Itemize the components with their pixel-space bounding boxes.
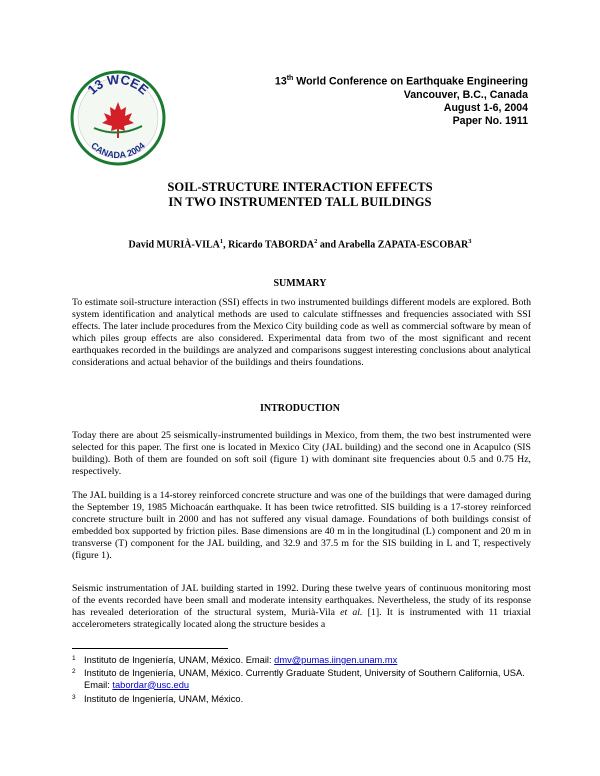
title-line-2: IN TWO INSTRUMENTED TALL BUILDINGS <box>168 195 432 209</box>
author-3-affil: 3 <box>468 238 472 245</box>
conference-dates: August 1-6, 2004 <box>443 101 528 114</box>
footnote-number: 3 <box>72 694 76 701</box>
paper-title <box>0 180 600 210</box>
footnote-text: Instituto de Ingeniería, UNAM, México. Currently Graduate Student, University of Southern California, USA. Email: <box>84 668 525 690</box>
summary-heading: SUMMARY <box>273 278 327 289</box>
footnote-text: Instituto de Ingeniería, UNAM, México. Email: <box>84 655 275 665</box>
footnote-number: 1 <box>72 655 76 662</box>
intro-paragraph-1: Today there are about 25 seismically-instrumented buildings in Mexico, from them, the two best instrumented were selected for this paper. The first one is located in Mexico City (JAL building) and the second one in Acapulco (SIS building). Both of them are founded on soft soil (figure 1) with dominant site frequencies about 0.5 and 0.75 Hz, respectively. <box>72 430 531 478</box>
footnote-number: 2 <box>72 668 76 675</box>
footnote-3 <box>72 694 531 706</box>
author-3: Arabella ZAPATA-ESCOBAR <box>337 239 469 251</box>
email-link[interactable]: tabordar@usc.edu <box>112 679 190 690</box>
intro-paragraph-3 <box>72 583 531 631</box>
summary-paragraph: To estimate soil-structure interaction (SSI) effects in two instrumented buildings different models are explored. Both system identification and analytical methods are used to calculate stiffnesses and frequencies associated with SSI effects. The later include procedures from the Mexico City building code as well as commercial software by mean of which piles group effects are also considered. Experimental data from two of the most significant and recent earthquakes recorded in the buildings are analyzed and comparisons suggest interesting conclusions about analytical considerations and actual behavior of the buildings and theirs foundations. <box>72 297 531 369</box>
intro-paragraph-2: The JAL building is a 14-storey reinforced concrete structure and was one of the buildings that were damaged during the September 19, 1985 Michoacán earthquake. It has been twice retrofitted. SIS building is a 17-storey reinforced concrete structure built in 2000 and has not suffered any visual damage. Foundations of both buildings consist of embedded box supported by friction piles. Base dimensions are 40 m in the longitudinal (L) component and 20 m in transverse (T) component for the JAL building, and 32.9 and 37.5 m for the SIS building in L and T, respectively (figure 1). <box>72 490 531 562</box>
logo-text-top: 13 WCEE <box>84 71 152 98</box>
conference-name: World Conference on Earthquake Engineering <box>293 75 528 88</box>
wcee-logo <box>68 68 168 168</box>
author-2-affil: 2 <box>314 238 318 245</box>
intro-p3-text: Seismic instrumentation of JAL building started in 1992. During these twelve years of continuous monitoring most of the events recorded have been small and moderate intensity earthquakes. Nevertheless, the study of its response has revealed deterioration of the structural system, Murià-Vila <box>72 583 531 619</box>
author-separator: and <box>317 239 338 251</box>
conference-info <box>275 72 528 128</box>
conference-location: Vancouver, B.C., Canada <box>403 88 528 101</box>
paper-number: Paper No. 1911 <box>452 114 528 127</box>
footnote-divider <box>72 648 228 649</box>
conference-number-suffix: th <box>286 75 294 82</box>
conference-number: 13 <box>274 75 287 88</box>
footnote-text: Instituto de Ingeniería, UNAM, México. <box>84 694 244 704</box>
introduction-heading: INTRODUCTION <box>259 403 340 414</box>
logo-text-bottom: CANADA 2004 <box>89 140 147 161</box>
footnote-1 <box>72 655 531 667</box>
intro-p3-etal: et al. <box>340 607 363 619</box>
author-list <box>0 238 600 250</box>
footnote-2 <box>72 668 531 691</box>
author-1-affil: 1 <box>219 238 224 245</box>
title-line-1: SOIL-STRUCTURE INTERACTION EFFECTS <box>167 180 433 194</box>
author-separator: , <box>223 239 229 251</box>
author-1: David MURIÀ-VILA <box>128 239 220 251</box>
author-2: Ricardo TABORDA <box>228 239 315 251</box>
email-link[interactable]: dmv@pumas.iingen.unam.mx <box>274 655 398 665</box>
conference-title <box>275 72 528 89</box>
intro-p3-text-cont: [1]. It is instrumented with 11 triaxial accelerometers strategically located along the structure besides a <box>72 607 531 631</box>
